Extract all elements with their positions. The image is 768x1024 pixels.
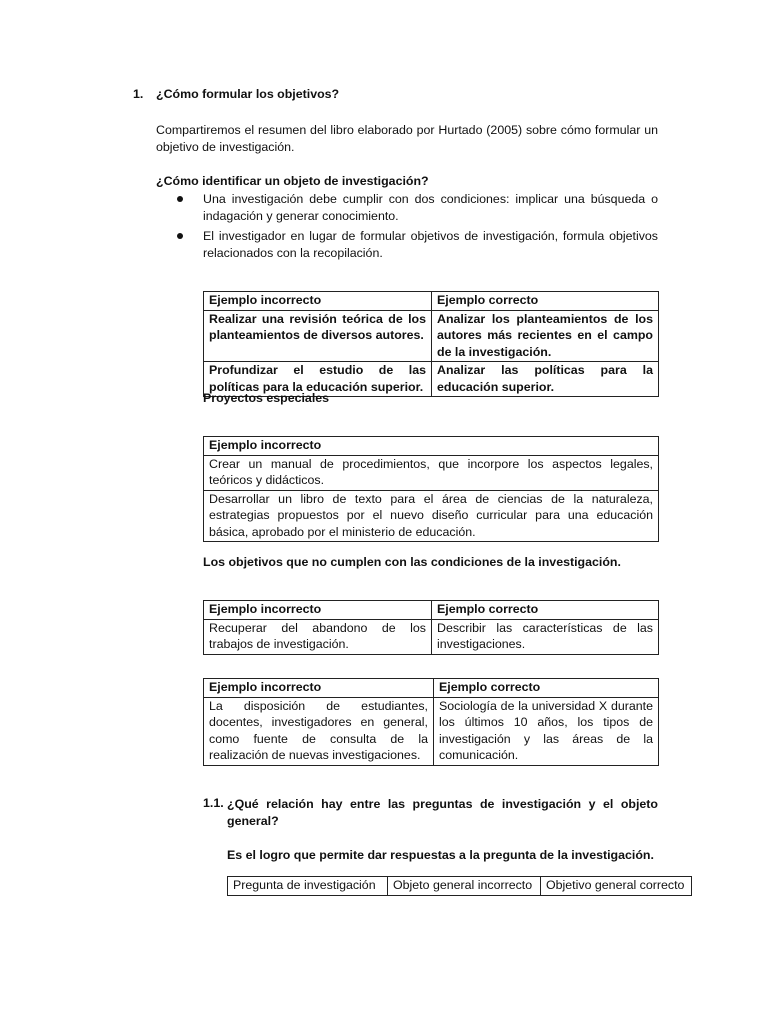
subsection-number: 1.1.: [203, 796, 224, 810]
header-cell: Ejemplo correcto: [432, 292, 659, 311]
table-header-row: [204, 437, 659, 456]
table-cell: La disposición de estudiantes, docentes, investigadores en general, como fuente de consulta de la realización de nuevas investigaciones.: [204, 697, 434, 765]
bullet-item: Una investigación debe cumplir con dos condiciones: implicar una búsqueda o indagación y generar conocimiento.: [203, 192, 658, 223]
section-title: ¿Cómo formular los objetivos?: [156, 87, 340, 101]
table-header-row: [204, 601, 659, 620]
table-cell: Profundizar el estudio de las políticas para la educación superior.: [204, 362, 432, 397]
header-cell: Ejemplo incorrecto: [204, 292, 432, 311]
table-row: [204, 310, 659, 362]
subsection-answer: Es el logro que permite dar respuestas a la pregunta de la investigación.: [227, 848, 654, 862]
table-row: [204, 490, 659, 542]
table-row: [204, 619, 659, 654]
section-number: 1.: [133, 87, 144, 101]
bullet-item: El investigador en lugar de formular objetivos de investigación, formula objetivos relacionados con la recopilación.: [203, 229, 658, 260]
intro-paragraph: Compartiremos el resumen del libro elaborado por Hurtado (2005) sobre cómo formular un objetivo de investigación.: [156, 123, 658, 154]
table-header-row: [204, 679, 659, 698]
table-cell: Crear un manual de procedimientos, que incorpore los aspectos legales, teóricos y didácticos.: [204, 455, 659, 490]
table-cell: Desarrollar un libro de texto para el área de ciencias de la naturaleza, estrategias propuestos por el nuevo diseño curricular para una educación básica, aprobado por el ministerio de educación.: [204, 490, 659, 542]
special-projects-label: Proyectos especiales: [203, 391, 330, 405]
objectives-table: [227, 876, 692, 896]
header-cell: Ejemplo incorrecto: [204, 601, 432, 620]
examples-table-3: [203, 600, 659, 655]
header-cell: Ejemplo correcto: [432, 601, 659, 620]
examples-table-1: [203, 291, 659, 397]
not-meeting-heading: Los objetivos que no cumplen con las condiciones de la investigación.: [203, 555, 621, 569]
header-cell: Ejemplo incorrecto: [204, 437, 659, 456]
header-cell: Objetivo general correcto: [541, 877, 692, 896]
table-header-row: [228, 877, 692, 896]
table-cell: Realizar una revisión teórica de los planteamientos de diversos autores.: [204, 310, 432, 362]
examples-table-2: [203, 436, 659, 542]
header-cell: Pregunta de investigación: [228, 877, 388, 896]
header-cell: Ejemplo incorrecto: [204, 679, 434, 698]
table-header-row: [204, 292, 659, 311]
table-row: [204, 455, 659, 490]
table-cell: Recuperar del abandono de los trabajos de investigación.: [204, 619, 432, 654]
bullet-dot-icon: [177, 196, 183, 202]
table-cell: Analizar los planteamientos de los autores más recientes en el campo de la investigación.: [432, 310, 659, 362]
subsection-title: ¿Qué relación hay entre las preguntas de investigación y el objeto general?: [227, 797, 658, 828]
examples-table-4: [203, 678, 659, 766]
table-row: [204, 697, 659, 765]
table-cell: Analizar las políticas para la educación superior.: [432, 362, 659, 397]
table-cell: Sociología de la universidad X durante los últimos 10 años, los tipos de investigación y las áreas de la comunicación.: [434, 697, 659, 765]
identify-heading: ¿Cómo identificar un objeto de investigación?: [156, 174, 429, 188]
table-cell: Describir las características de las investigaciones.: [432, 619, 659, 654]
bullet-dot-icon: [177, 233, 183, 239]
header-cell: Objeto general incorrecto: [388, 877, 541, 896]
header-cell: Ejemplo correcto: [434, 679, 659, 698]
